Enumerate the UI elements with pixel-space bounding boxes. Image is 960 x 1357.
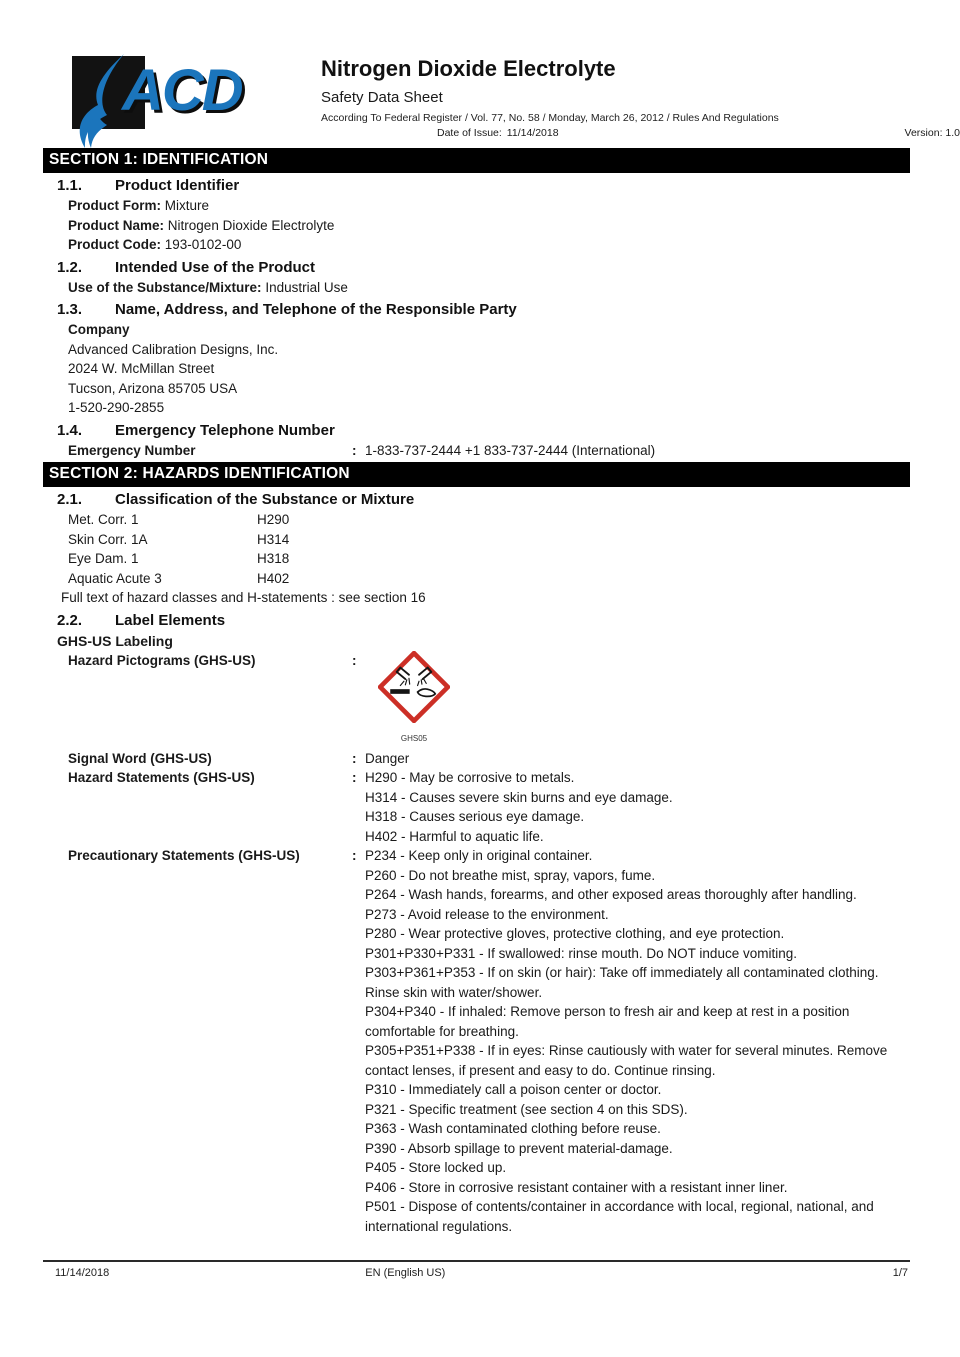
- product-form-value: Mixture: [164, 198, 210, 213]
- ghs05-caption: GHS05: [400, 734, 428, 743]
- section-1-header-bar: SECTION 1: IDENTIFICATION: [43, 148, 910, 173]
- hazard-code: H318: [257, 551, 290, 566]
- product-code-label: Product Code:: [68, 237, 161, 252]
- precautionary-statement: P264 - Wash hands, forearms, and other exposed areas thoroughly after handling.: [365, 887, 857, 902]
- footer-date: 11/14/2018: [55, 1267, 110, 1279]
- heading-1-1: [43, 177, 910, 194]
- hazard-class: Met. Corr. 1: [68, 512, 139, 527]
- hazard-class: Eye Dam. 1: [68, 551, 139, 566]
- heading-2-2-title: Label Elements: [115, 611, 226, 629]
- classification-row: [68, 530, 910, 550]
- company-name: Advanced Calibration Designs, Inc.: [68, 341, 279, 357]
- precautionary-statement: P304+P340 - If inhaled: Remove person to fresh air and keep at rest in a position comfortable for breathing.: [365, 1004, 850, 1039]
- classification-row: [68, 510, 910, 530]
- ghs-us-labeling-label: GHS-US Labeling: [57, 632, 173, 649]
- hazard-statement: H314 - Causes severe skin burns and eye damage.: [365, 789, 673, 805]
- hazard-pictograms-colon: :: [352, 652, 357, 668]
- heading-2-2: [43, 612, 910, 629]
- precautionary-statement: P501 - Dispose of contents/container in accordance with local, regional, national, and international regulations.: [365, 1199, 874, 1234]
- corrosion-pictogram-icon: [378, 651, 450, 723]
- precautionary-statements-value: [365, 846, 910, 1236]
- emergency-number-label: Emergency Number: [68, 442, 196, 458]
- footer-language: EN (English US): [365, 1267, 446, 1279]
- classification-row: [68, 549, 910, 569]
- hazard-code: H314: [257, 531, 290, 547]
- heading-2-1: [43, 491, 910, 508]
- hazard-statements-colon: :: [352, 770, 357, 785]
- heading-1-3-number: 1.3.: [57, 301, 83, 318]
- product-name-line: [68, 216, 910, 236]
- page-footer: [43, 1260, 910, 1279]
- heading-1-3-title: Name, Address, and Telephone of the Responsible Party: [115, 301, 517, 318]
- company-city: Tucson, Arizona 85705 USA: [68, 380, 238, 396]
- hazard-code: H402: [257, 570, 290, 586]
- heading-1-4-number: 1.4.: [57, 421, 83, 439]
- classification-row: [68, 569, 910, 589]
- precautionary-statement: P310 - Immediately call a poison center or doctor.: [365, 1082, 662, 1097]
- precautionary-statement: P273 - Avoid release to the environment.: [365, 906, 609, 922]
- precautionary-statement: P260 - Do not breathe mist, spray, vapors, fume.: [365, 867, 656, 883]
- heading-1-2: [43, 259, 910, 276]
- signal-word-colon: :: [352, 750, 357, 766]
- hazard-class: Skin Corr. 1A: [68, 531, 148, 547]
- document-title: Nitrogen Dioxide Electrolyte: [321, 56, 616, 81]
- precautionary-statement: P405 - Store locked up.: [365, 1160, 507, 1175]
- document-meta-row: [321, 127, 960, 139]
- precautionary-statement: P406 - Store in corrosive resistant container with a resistant inner liner.: [365, 1179, 788, 1195]
- product-name-label: Product Name:: [68, 217, 165, 233]
- precautionary-statement: P301+P330+P331 - If swallowed: rinse mouth. Do NOT induce vomiting.: [365, 945, 797, 961]
- heading-1-1-number: 1.1.: [57, 177, 83, 194]
- acd-logo-text: ACD: [122, 58, 242, 123]
- precautionary-statements-label: Precautionary Statements (GHS-US): [68, 848, 300, 863]
- precautionary-statements-row: [68, 846, 910, 1236]
- signal-word-label: Signal Word (GHS-US): [68, 750, 212, 766]
- date-of-issue-value: 11/14/2018: [506, 127, 559, 139]
- substance-use-label: Use of the Substance/Mixture:: [68, 279, 262, 295]
- heading-1-3: [43, 301, 910, 318]
- hazard-class: Aquatic Acute 3: [68, 570, 162, 586]
- precautionary-statement: P234 - Keep only in original container.: [365, 848, 593, 863]
- date-of-issue-label: Date of Issue:: [437, 127, 502, 139]
- signal-word-row: [68, 749, 910, 769]
- product-form-label: Product Form:: [68, 198, 161, 213]
- product-code-value: 193-0102-00: [164, 237, 242, 252]
- hazard-statement: H290 - May be corrosive to metals.: [365, 770, 575, 785]
- heading-1-4: [43, 422, 910, 439]
- heading-1-1-title: Product Identifier: [115, 177, 240, 194]
- precautionary-statement: P390 - Absorb spillage to prevent material-damage.: [365, 1140, 673, 1156]
- company-label: Company: [68, 322, 130, 337]
- document-header: [0, 0, 960, 146]
- product-code-line: [68, 235, 910, 255]
- substance-use-value: Industrial Use: [265, 279, 348, 295]
- precautionary-statement: P305+P351+P338 - If in eyes: Rinse cautiously with water for several minutes. Remove contact lenses, if present and easy to do. Continue rinsing.: [365, 1043, 888, 1078]
- emergency-number-value: 1-833-737-2444 +1 833-737-2444 (International): [365, 442, 656, 458]
- company-phone: 1-520-290-2855: [68, 400, 165, 415]
- signal-word-value: Danger: [365, 750, 410, 766]
- title-block: [321, 54, 960, 146]
- substance-use-line: [68, 278, 910, 298]
- hazard-statement: H402 - Harmful to aquatic life.: [365, 828, 544, 844]
- heading-1-2-number: 1.2.: [57, 258, 83, 276]
- full-text-note: Full text of hazard classes and H-statements : see section 16: [61, 590, 426, 605]
- precautionary-statements-colon: :: [352, 848, 357, 863]
- hazard-pictograms-label: Hazard Pictograms (GHS-US): [68, 652, 256, 668]
- hazard-statement: H318 - Causes serious eye damage.: [365, 809, 585, 824]
- hazard-statements-value: [365, 768, 910, 846]
- section-2-header-bar: SECTION 2: HAZARDS IDENTIFICATION: [43, 462, 910, 487]
- hazard-pictograms-value: [365, 651, 910, 749]
- hazard-pictograms-row: [68, 651, 910, 749]
- company-street: 2024 W. McMillan Street: [68, 361, 215, 376]
- product-name-value: Nitrogen Dioxide Electrolyte: [167, 217, 335, 233]
- hazard-statements-label: Hazard Statements (GHS-US): [68, 770, 255, 785]
- precautionary-statement: P321 - Specific treatment (see section 4 on this SDS).: [365, 1101, 688, 1117]
- hazard-statements-row: [68, 768, 910, 846]
- heading-1-4-title: Emergency Telephone Number: [115, 421, 335, 439]
- ghs05-pictogram: [378, 651, 450, 749]
- emergency-number-colon: :: [352, 442, 357, 458]
- footer-page-number: 1/7: [892, 1267, 908, 1279]
- product-form-line: [68, 196, 910, 216]
- acd-logo: [64, 54, 277, 146]
- date-of-issue: [437, 127, 559, 139]
- precautionary-statement: P280 - Wear protective gloves, protective clothing, and eye protection.: [365, 926, 785, 941]
- regulation-reference: According To Federal Register / Vol. 77, No. 58 / Monday, March 26, 2012 / Rules And Regulations: [321, 112, 779, 124]
- emergency-number-row: [68, 441, 910, 461]
- precautionary-statement: P303+P361+P353 - If on skin (or hair): Take off immediately all contaminated clothing. Rinse skin with water/shower.: [365, 965, 879, 1000]
- heading-2-1-number: 2.1.: [57, 491, 83, 508]
- heading-2-1-title: Classification of the Substance or Mixture: [115, 491, 415, 508]
- version-label: Version: 1.0: [904, 127, 960, 139]
- hazard-code: H290: [257, 512, 290, 527]
- heading-2-2-number: 2.2.: [57, 611, 83, 629]
- precautionary-statement: P363 - Wash contaminated clothing before reuse.: [365, 1121, 661, 1136]
- document-subtitle: Safety Data Sheet: [321, 89, 443, 106]
- document-body: [43, 148, 910, 1236]
- heading-1-2-title: Intended Use of the Product: [115, 258, 316, 276]
